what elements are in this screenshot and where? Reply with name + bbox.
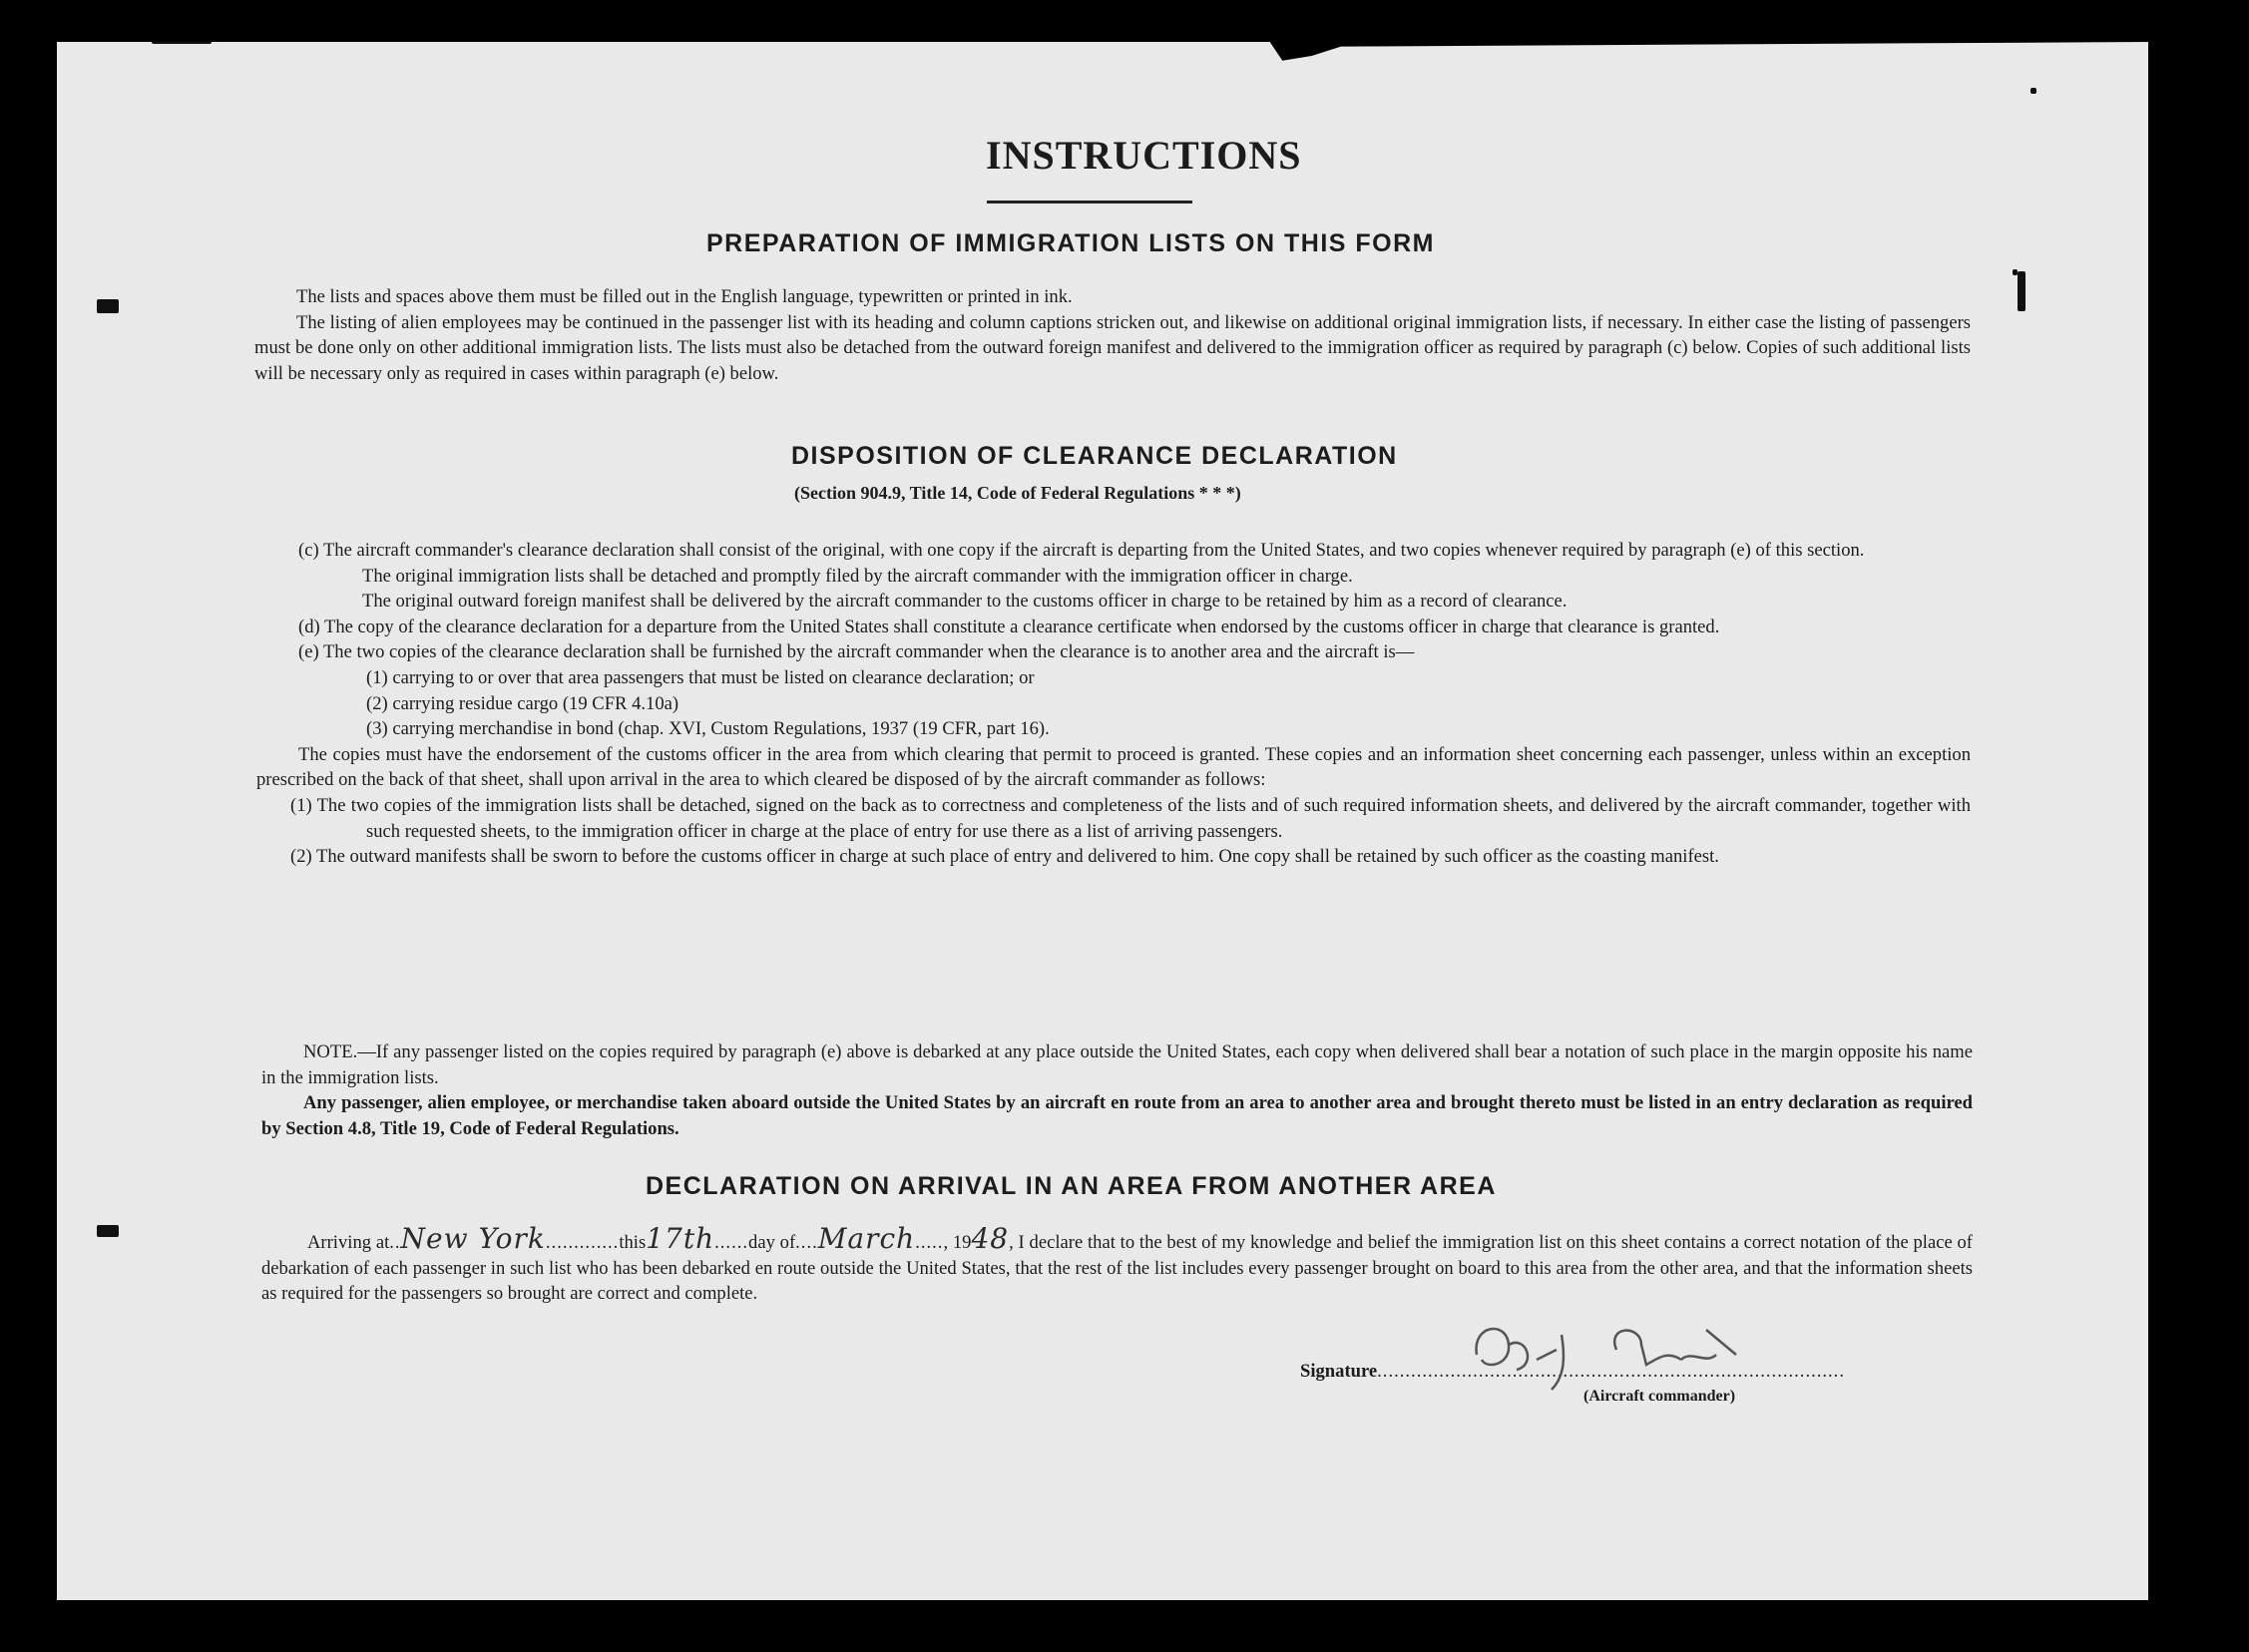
paragraph-e-3: (3) carrying merchandise in bond (chap. XVI, Custom Regulations, 1937 (19 CFR, part 16). bbox=[366, 718, 1050, 740]
paragraph-c-2 bbox=[256, 589, 1971, 615]
paragraph-f-2: (2) The outward manifests shall be sworn to before the customs officer in charge at such place of entry and delivered to him. One copy shall be retained by such officer as the coasting manifest. bbox=[290, 846, 1719, 868]
section-heading-declaration: DECLARATION ON ARRIVAL IN AN AREA FROM ANOTHER AREA bbox=[646, 1172, 1497, 1200]
scan-mark bbox=[2030, 88, 2036, 94]
dot-leader: ............. bbox=[545, 1232, 620, 1253]
notes-section bbox=[261, 1039, 1973, 1141]
paragraph-f-1: (1) The two copies of the immigration lists shall be detached, signed on the back as to correctness and completeness of the lists and of such required information sheets, and delivered by the aircraft commander, together with such requested sheets, to the immigration officer in charge at the place of entry for use there as a list of arriving passengers. bbox=[290, 794, 1971, 842]
paragraph-copies: The copies must have the endorsement of the customs officer in the area from which clearing that permit to proceed is granted. These copies and an information sheet concerning each passenger, unless within an exception prescribed on the back of that sheet, shall upon arrival in the area to which cleared be disposed of by the aircraft commander as follows: bbox=[256, 743, 1971, 791]
page-title: INSTRUCTIONS bbox=[986, 133, 1302, 178]
paragraph-e-1: (1) carrying to or over that area passengers that must be listed on clearance declaration; or bbox=[366, 666, 1035, 688]
title-underline bbox=[987, 201, 1192, 204]
disposition-section bbox=[256, 538, 1971, 870]
dot-leader: .. bbox=[389, 1232, 401, 1253]
this-label: this bbox=[619, 1232, 647, 1253]
scan-mark bbox=[152, 40, 212, 44]
handwritten-signature[interactable] bbox=[1467, 1315, 1846, 1395]
paragraph-e-2: (2) carrying residue cargo (19 CFR 4.10a) bbox=[366, 692, 679, 714]
declaration-body: , I declare that to the best of my knowledge and belief the immigration list on this sheet contains a correct notation of the place of debarkation of each passenger in such list who has been debarked en route outside the United States, that the rest of the list includes every passenger brought on board to this area from the other area, and that the information sheets as required for the passengers so brought are correct and complete. bbox=[261, 1232, 1974, 1305]
section-heading-disposition: DISPOSITION OF CLEARANCE DECLARATION bbox=[791, 442, 1398, 470]
year-field[interactable]: 48 bbox=[971, 1222, 1010, 1255]
punch-hole-mark bbox=[97, 299, 119, 313]
preparation-section bbox=[254, 284, 1971, 386]
signature-dot-leader: ................................................................................... bbox=[1377, 1361, 1845, 1382]
month-field[interactable]: March bbox=[817, 1222, 916, 1255]
declaration-statement bbox=[261, 1222, 1974, 1307]
preparation-paragraph-1: The lists and spaces above them must be filled out in the English language, typewritten or printed in ink. bbox=[296, 286, 1073, 307]
dot-leader: ..... bbox=[915, 1232, 944, 1253]
paragraph-c: (c) The aircraft commander's clearance declaration shall consist of the original, with one copy if the aircraft is departing from the United States, and two copies whenever required by paragraph (e) of this section. bbox=[298, 540, 1865, 561]
day-of-label: day of bbox=[748, 1232, 796, 1253]
paragraph-e: (e) The two copies of the clearance declaration shall be furnished by the aircraft commander when the clearance is to another area and the aircraft is— bbox=[298, 641, 1415, 663]
arriving-label: Arriving at bbox=[307, 1232, 390, 1253]
paragraph-c-1: The original immigration lists shall be detached and promptly filed by the aircraft commander with the immigration officer in charge. bbox=[362, 565, 1353, 587]
section-subheading-citation: (Section 904.9, Title 14, Code of Federal Regulations * * *) bbox=[794, 483, 1241, 503]
preparation-paragraph-2: The listing of alien employees may be continued in the passenger list with its heading and column captions stricken out, and likewise on additional original immigration lists, if necessary. In either case the listing of passengers must be done only on other additional immigration lists. The lists must also be detached from the outward foreign manifest and delivered to the immigration officer as required by paragraph (c) below. Copies of such additional lists will be necessary only as required in cases within paragraph (e) below. bbox=[254, 311, 1971, 384]
signature-caption: (Aircraft commander) bbox=[1583, 1388, 1736, 1405]
signature-label: Signature bbox=[1300, 1361, 1378, 1382]
year-prefix: , 19 bbox=[943, 1232, 972, 1253]
paragraph-c-2-text: The original outward foreign manifest shall be delivered by the aircraft commander to the customs officer in charge to be retained by him as a record of clearance. bbox=[362, 591, 1568, 613]
day-field[interactable]: 17th bbox=[646, 1222, 715, 1255]
scan-mark bbox=[2018, 271, 2025, 311]
section-heading-preparation: PREPARATION OF IMMIGRATION LISTS ON THIS FORM bbox=[706, 229, 1435, 257]
dot-leader: ...... bbox=[714, 1232, 749, 1253]
note-paragraph: NOTE.—If any passenger listed on the copies required by paragraph (e) above is debarked at any place outside the United States, each copy when delivered shall bear a notation of such place in the margin opposite his name in the immigration lists. bbox=[261, 1041, 1973, 1088]
arriving-at-field[interactable]: New York bbox=[400, 1222, 546, 1255]
paragraph-d: (d) The copy of the clearance declaration for a departure from the United States shall constitute a clearance certificate when endorsed by the customs officer in charge that clearance is granted. bbox=[298, 616, 1720, 637]
punch-hole-mark bbox=[97, 1225, 119, 1237]
entry-declaration-paragraph: Any passenger, alien employee, or merchandise taken aboard outside the United States by an aircraft en route from an area to another area and brought thereto must be listed in an entry declaration as required by Section 4.8, Title 19, Code of Federal Regulations. bbox=[261, 1092, 1973, 1139]
dot-leader: .... bbox=[795, 1232, 818, 1253]
